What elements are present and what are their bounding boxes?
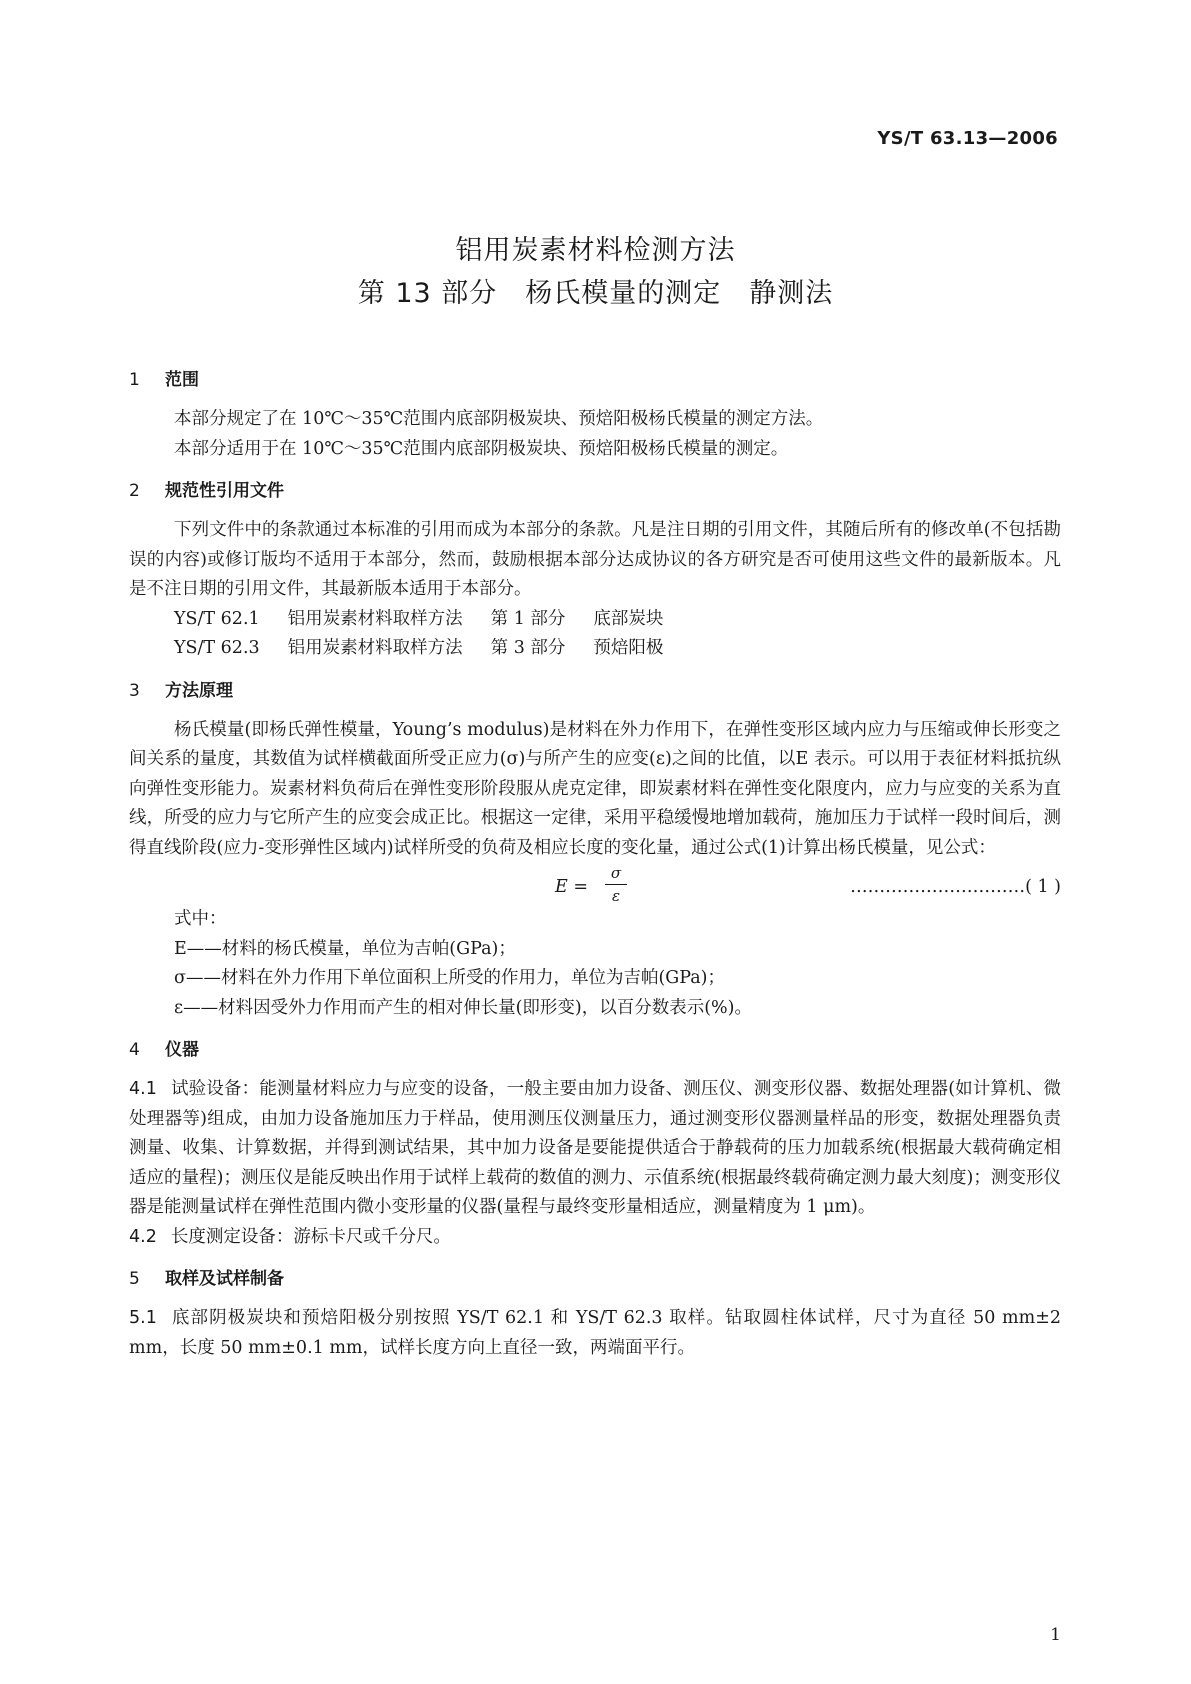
clause-number: 5.1 [129, 1308, 157, 1328]
reference-title: 铝用炭素材料取样方法 [287, 608, 463, 629]
section-title: 取样及试样制备 [165, 1269, 284, 1289]
formula-fraction [605, 863, 627, 906]
reference-part: 第 1 部分 [490, 608, 566, 629]
section-heading-3 [129, 676, 1061, 706]
clause-text: 底部阴极炭块和预焙阳极分别按照 YS/T 62.1 和 YS/T 62.3 取样。钻取圆柱体试样，尺寸为直径 50 mm±2 mm，长度 50 mm±0.1 mm，试样长度方向上直径一致，两端面平行。 [129, 1308, 1061, 1358]
reference-name: 底部炭块 [593, 608, 664, 629]
reference-item [129, 634, 1061, 664]
section-title: 规范性引用文件 [165, 481, 284, 501]
clause-5-1 [129, 1304, 1061, 1363]
paragraph: 杨氏模量(即杨氏弹性模量，Young’s modulus)是材料在外力作用下，在弹性变形区域内应力与压缩或伸长形变之间关系的量度，其数值为试样横截面所受正应力(σ)与所产生的应变(ε)之间的比值，以E 表示。可以用于表征材料抵抗纵向弹性变形能力。炭素材料负荷后在弹性变形阶段服从虎克定律，即炭素材料在弹性变化限度内，应力与应变的关系为直线，所受的应力与它所产生的应变会成正比。根据这一定律，采用平稳缓慢地增加载荷，施加压力于试样一段时间后，测得直线阶段(应力-变形弹性区域内)试样所受的负荷及相应长度的变化量，通过公式(1)计算出杨氏模量，见公式： [129, 719, 1061, 858]
section-heading-1 [129, 365, 1061, 395]
formula-number: …………………………( 1 ) [850, 877, 1061, 897]
reference-part: 第 3 部分 [490, 638, 566, 658]
section-number: 3 [129, 680, 140, 701]
reference-item [129, 605, 1061, 635]
section-heading-5 [129, 1264, 1061, 1294]
section-number: 5 [129, 1269, 140, 1289]
clause-text: 长度测定设备：游标卡尺或千分尺。 [170, 1226, 451, 1247]
section-heading-2 [129, 476, 1061, 506]
section-heading-4 [129, 1035, 1061, 1065]
section-title: 仪器 [165, 1040, 199, 1060]
definition-item: σ——材料在外力作用下单位面积上所受的作用力，单位为吉帕(GPa)； [174, 968, 726, 988]
standard-code: YS/T 63.13—2006 [877, 128, 1058, 149]
page-number: 1 [1050, 1625, 1061, 1645]
paragraph: 本部分适用于在 10℃～35℃范围内底部阴极炭块、预焙阳极杨氏模量的测定。 [174, 438, 789, 459]
section-number: 2 [129, 481, 140, 501]
clause-number: 4.1 [129, 1079, 157, 1099]
document-body [129, 365, 1061, 1363]
clause-4-1 [129, 1075, 1061, 1223]
section-title: 方法原理 [165, 680, 233, 701]
document-subtitle: 第 13 部分 杨氏模量的测定 静测法 [357, 278, 834, 309]
reference-code: YS/T 62.1 [174, 608, 260, 629]
formula [129, 863, 1061, 905]
formula-lhs: E = [555, 877, 589, 897]
formula-numerator: σ [610, 864, 622, 882]
section-title: 范围 [165, 370, 199, 390]
reference-code: YS/T 62.3 [174, 638, 260, 658]
section-number: 4 [129, 1040, 140, 1060]
section-number: 1 [129, 370, 140, 390]
reference-name: 预焙阳极 [593, 638, 664, 658]
paragraph: 本部分规定了在 10℃～35℃范围内底部阴极炭块、预焙阳极杨氏模量的测定方法。 [174, 409, 824, 429]
reference-title: 铝用炭素材料取样方法 [287, 638, 463, 658]
formula-denominator: ε [611, 887, 621, 905]
clause-4-2 [129, 1223, 1061, 1253]
where-label: 式中： [174, 909, 227, 929]
clause-number: 4.2 [129, 1226, 157, 1247]
definition-item: E——材料的杨氏模量，单位为吉帕(GPa)； [174, 938, 516, 959]
paragraph: 下列文件中的条款通过本标准的引用而成为本部分的条款。凡是注日期的引用文件，其随后所有的修改单(不包括勘误的内容)或修订版均不适用于本部分，然而，鼓励根据本部分达成协议的各方研究是否可使用这些文件的最新版本。凡是不注日期的引用文件，其最新版本适用于本部分。 [129, 520, 1061, 599]
fraction-bar [605, 884, 627, 885]
clause-text: 试验设备：能测量材料应力与应变的设备，一般主要由加力设备、测压仪、测变形仪器、数据处理器(如计算机、微处理器等)组成，由加力设备施加压力于样品，使用测压仪测量压力，通过测变形仪器测量样品的形变，数据处理器负责测量、收集、计算数据，并得到测试结果，其中加力设备是要能提供适合于静载荷的压力加载系统(根据最大载荷确定相适应的量程)；测压仪是能反映出作用于试样上载荷的数值的测力、示值系统(根据最终载荷确定测力最大刻度)；测变形仪器是能测量试样在弹性范围内微小变形量的仪器(量程与最终变形量相适应，测量精度为 1 μm)。 [129, 1079, 1061, 1217]
document-title: 铝用炭素材料检测方法 [455, 235, 736, 266]
definition-item: ε——材料因受外力作用而产生的相对伸长量(即形变)，以百分数表示(%)。 [174, 997, 753, 1018]
